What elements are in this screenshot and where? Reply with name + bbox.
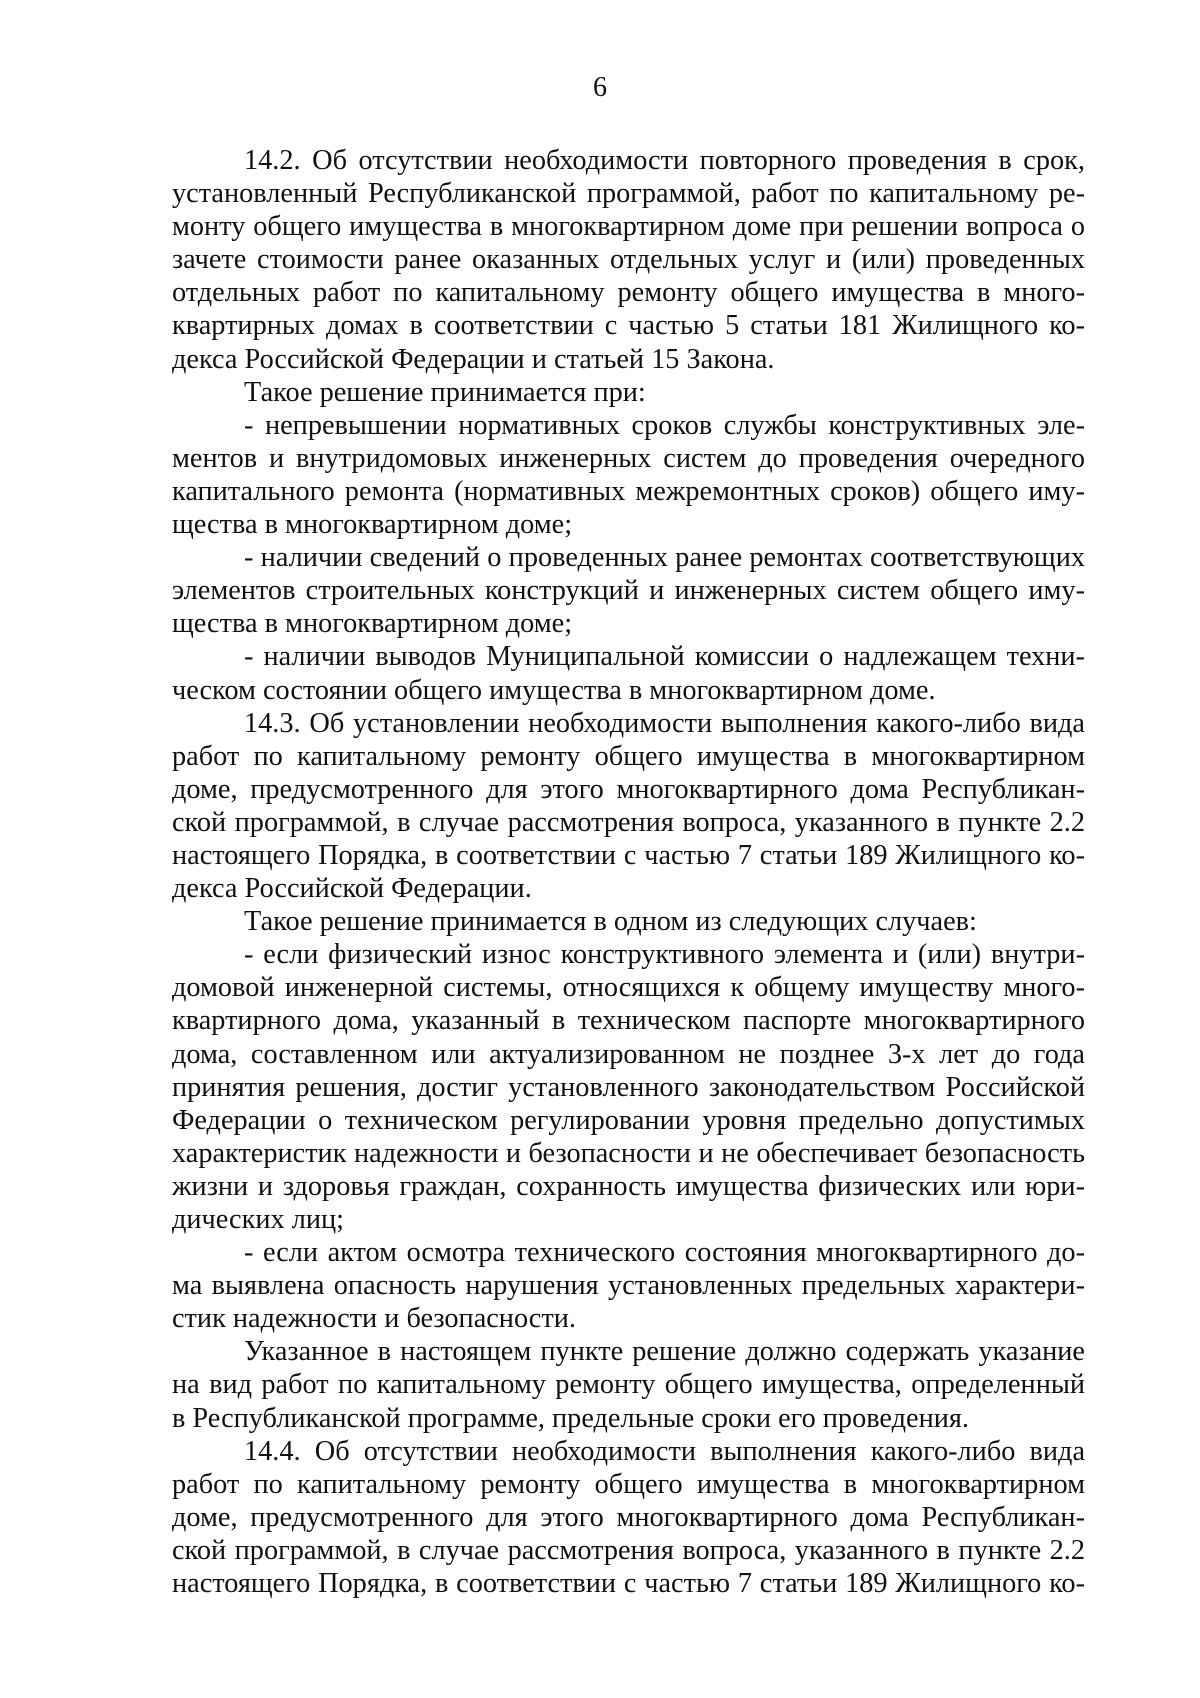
- text-line: зачете стоимости ранее оказанных отдельных услуг и (или) проведенных: [172, 244, 1085, 276]
- text-line: элементов строительных конструкций и инженерных систем общего иму-: [172, 575, 1085, 607]
- text-line: доме, предусмотренного для этого многоквартирного дома Республикан-: [172, 1501, 1085, 1533]
- text-line: характеристик надежности и безопасности и не обеспечивает безопасность: [172, 1137, 1085, 1169]
- text-line: домовой инженерной системы, относящихся к общему имуществу много-: [172, 972, 1085, 1004]
- text-line: на вид работ по капитальному ремонту общего имущества, определенный: [172, 1369, 1085, 1401]
- text-line: дома, составленном или актуализированном не позднее 3-х лет до года: [172, 1038, 1085, 1070]
- text-line: капитального ремонта (нормативных межремонтных сроков) общего иму-: [172, 475, 1085, 507]
- text-line: 14.2. Об отсутствии необходимости повторного проведения в срок,: [244, 145, 1085, 176]
- document-body: [172, 144, 1085, 1600]
- text-line: монту общего имущества в многоквартирном доме при решении вопроса о: [172, 211, 1085, 243]
- text-line: настоящего Порядка, в соответствии с частью 7 статьи 189 Жилищного ко-: [172, 1568, 1085, 1600]
- text-line: Такое решение принимается при:: [244, 376, 646, 408]
- text-line: Такое решение принимается в одном из следующих случаев:: [244, 906, 977, 938]
- text-line: декса Российской Федерации и статьей 15 Закона.: [172, 343, 775, 375]
- page-number: 6: [593, 72, 607, 103]
- text-line: доме, предусмотренного для этого многоквартирного дома Республикан-: [172, 773, 1085, 805]
- text-line: ма выявлена опасность нарушения установленных предельных характери-: [172, 1270, 1085, 1302]
- text-line: в Республиканской программе, предельные сроки его проведения.: [172, 1402, 969, 1434]
- text-line: настоящего Порядка, в соответствии с частью 7 статьи 189 Жилищного ко-: [172, 839, 1085, 871]
- text-line: ской программой, в случае рассмотрения вопроса, указанного в пункте 2.2: [172, 806, 1085, 838]
- text-line: щества в многоквартирном доме;: [172, 608, 573, 640]
- text-line: 14.3. Об установлении необходимости выполнения какого-либо вида: [244, 707, 1085, 739]
- text-line: ской программой, в случае рассмотрения вопроса, указанного в пункте 2.2: [172, 1534, 1085, 1566]
- text-line: 14.4. Об отсутствии необходимости выполнения какого-либо вида: [244, 1435, 1085, 1467]
- text-line: жизни и здоровья граждан, сохранность имущества физических или юри-: [172, 1170, 1085, 1202]
- text-line: - если физический износ конструктивного элемента и (или) внутри-: [244, 939, 1085, 971]
- text-line: принятия решения, достиг установленного законодательством Российской: [172, 1071, 1085, 1103]
- text-line: - непревышении нормативных сроков службы конструктивных эле-: [244, 409, 1085, 441]
- text-line: установленный Республиканской программой, работ по капитальному ре-: [172, 178, 1085, 210]
- text-line: работ по капитальному ремонту общего имущества в многоквартирном: [172, 740, 1085, 772]
- text-line: - если актом осмотра технического состояния многоквартирного до-: [244, 1237, 1085, 1269]
- text-line: стик надежности и безопасности.: [172, 1303, 576, 1335]
- text-line: отдельных работ по капитальному ремонту общего имущества в много-: [172, 277, 1085, 309]
- text-line: дических лиц;: [172, 1204, 344, 1235]
- text-line: декса Российской Федерации.: [172, 873, 532, 905]
- text-line: квартирных домах в соответствии с частью 5 статьи 181 Жилищного ко-: [172, 310, 1085, 342]
- text-line: Указанное в настоящем пункте решение должно содержать указание: [244, 1336, 1085, 1368]
- text-line: - наличии выводов Муниципальной комиссии о надлежащем техни-: [244, 641, 1085, 673]
- text-line: щества в многоквартирном доме;: [172, 509, 573, 541]
- text-line: ментов и внутридомовых инженерных систем до проведения очередного: [172, 442, 1085, 474]
- text-line: - наличии сведений о проведенных ранее ремонтах соответствующих: [244, 542, 1085, 574]
- text-line: работ по капитальному ремонту общего имущества в многоквартирном: [172, 1468, 1085, 1500]
- text-line: Федерации о техническом регулировании уровня предельно допустимых: [172, 1104, 1085, 1136]
- text-line: ческом состоянии общего имущества в многоквартирном доме.: [172, 674, 936, 706]
- text-line: квартирного дома, указанный в техническом паспорте многоквартирного: [172, 1005, 1085, 1037]
